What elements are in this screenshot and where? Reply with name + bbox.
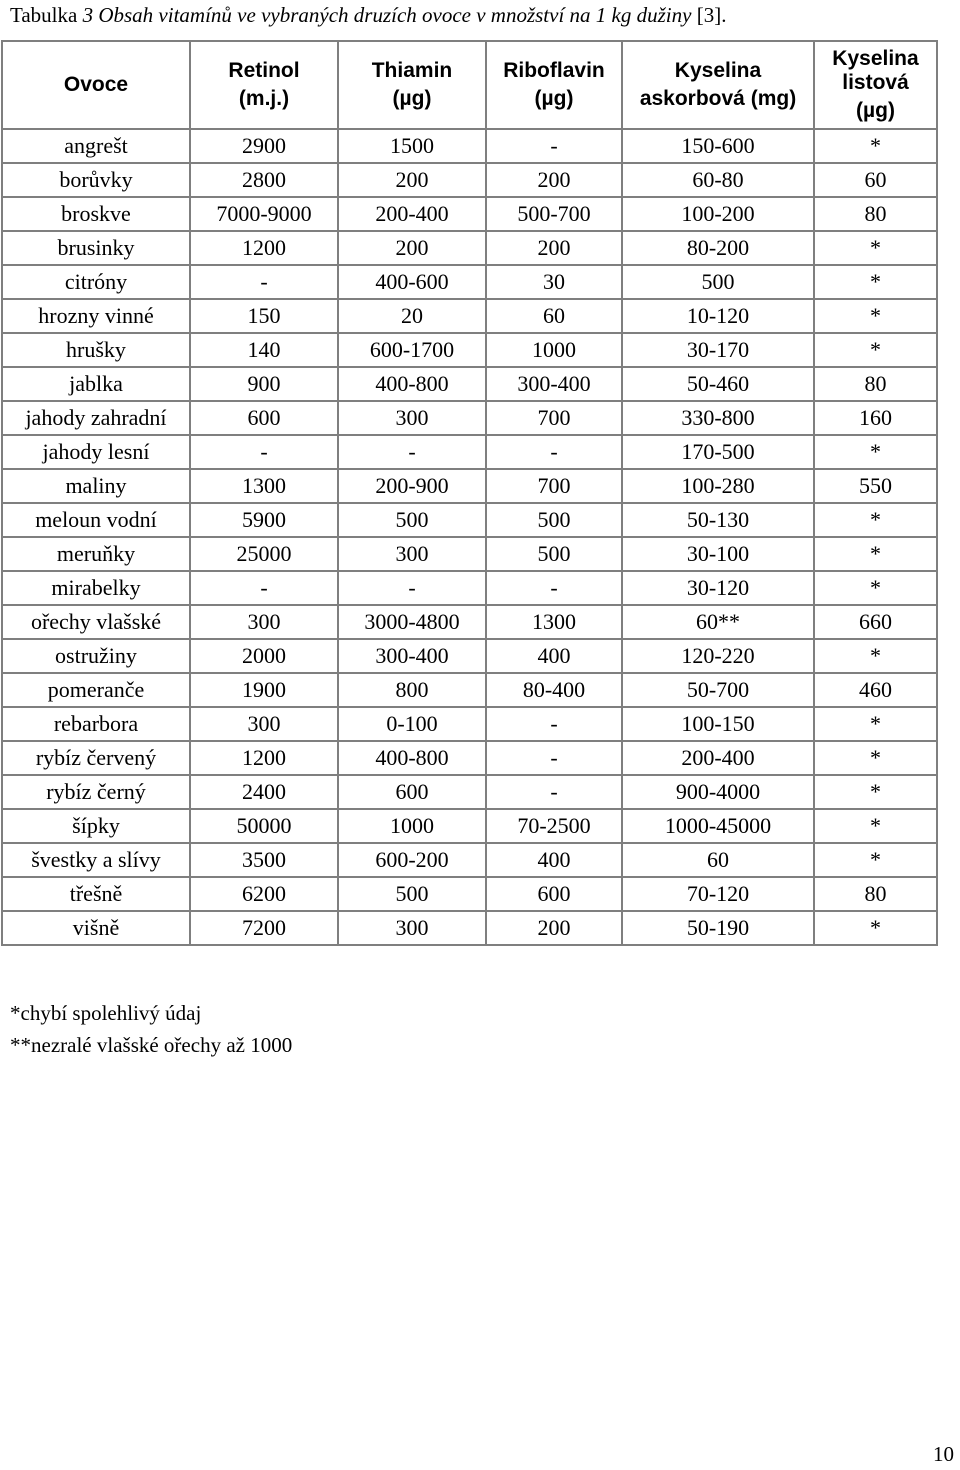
cell-ascorbic-acid: 30-120 — [622, 571, 814, 605]
table-header-row — [2, 41, 937, 129]
cell-fruit: pomeranče — [2, 673, 190, 707]
cell-riboflavin: 500 — [486, 503, 622, 537]
cell-thiamin: 200 — [338, 231, 486, 265]
cell-fruit: švestky a slívy — [2, 843, 190, 877]
cell-thiamin: 300-400 — [338, 639, 486, 673]
cell-fruit: rebarbora — [2, 707, 190, 741]
table-row — [2, 537, 937, 571]
cell-folic-acid: 160 — [814, 401, 937, 435]
cell-fruit: jahody zahradní — [2, 401, 190, 435]
cell-folic-acid: * — [814, 741, 937, 775]
cell-thiamin: 200-400 — [338, 197, 486, 231]
table-row — [2, 503, 937, 537]
table-row — [2, 707, 937, 741]
cell-folic-acid: 460 — [814, 673, 937, 707]
cell-folic-acid: * — [814, 333, 937, 367]
table-row — [2, 265, 937, 299]
cell-retinol: 50000 — [190, 809, 338, 843]
cell-ascorbic-acid: 50-700 — [622, 673, 814, 707]
cell-folic-acid: * — [814, 809, 937, 843]
cell-riboflavin: 1000 — [486, 333, 622, 367]
cell-ascorbic-acid: 30-170 — [622, 333, 814, 367]
cell-riboflavin: 400 — [486, 639, 622, 673]
cell-thiamin: 1500 — [338, 129, 486, 163]
table-row — [2, 197, 937, 231]
page-number: 10 — [933, 1442, 954, 1466]
table-row — [2, 401, 937, 435]
cell-thiamin: 200 — [338, 163, 486, 197]
cell-retinol: - — [190, 435, 338, 469]
header-kyselina-listova: Kyselina listová (µg) — [814, 41, 937, 129]
cell-retinol: 1200 — [190, 741, 338, 775]
cell-riboflavin: 80-400 — [486, 673, 622, 707]
cell-thiamin: 400-600 — [338, 265, 486, 299]
cell-fruit: meloun vodní — [2, 503, 190, 537]
cell-retinol: 2000 — [190, 639, 338, 673]
cell-riboflavin: - — [486, 435, 622, 469]
cell-folic-acid: * — [814, 435, 937, 469]
cell-ascorbic-acid: 170-500 — [622, 435, 814, 469]
cell-ascorbic-acid: 60 — [622, 843, 814, 877]
cell-retinol: 7000-9000 — [190, 197, 338, 231]
cell-fruit: broskve — [2, 197, 190, 231]
cell-thiamin: 500 — [338, 503, 486, 537]
vitamin-table — [1, 40, 938, 946]
cell-folic-acid: 550 — [814, 469, 937, 503]
cell-fruit: višně — [2, 911, 190, 945]
cell-fruit: ostružiny — [2, 639, 190, 673]
cell-folic-acid: * — [814, 231, 937, 265]
cell-fruit: hrozny vinné — [2, 299, 190, 333]
cell-riboflavin: 60 — [486, 299, 622, 333]
cell-retinol: 2800 — [190, 163, 338, 197]
table-row — [2, 673, 937, 707]
cell-thiamin: 200-900 — [338, 469, 486, 503]
cell-thiamin: 800 — [338, 673, 486, 707]
table-row — [2, 639, 937, 673]
table-row — [2, 877, 937, 911]
table-row — [2, 741, 937, 775]
cell-retinol: 5900 — [190, 503, 338, 537]
table-row — [2, 605, 937, 639]
cell-ascorbic-acid: 1000-45000 — [622, 809, 814, 843]
cell-folic-acid: 660 — [814, 605, 937, 639]
header-ovoce: Ovoce — [2, 41, 190, 129]
cell-thiamin: 600-200 — [338, 843, 486, 877]
cell-fruit: brusinky — [2, 231, 190, 265]
cell-ascorbic-acid: 100-150 — [622, 707, 814, 741]
table-row — [2, 231, 937, 265]
table-row — [2, 571, 937, 605]
cell-retinol: 1900 — [190, 673, 338, 707]
cell-thiamin: 400-800 — [338, 741, 486, 775]
cell-ascorbic-acid: 70-120 — [622, 877, 814, 911]
cell-thiamin: 600-1700 — [338, 333, 486, 367]
cell-ascorbic-acid: 150-600 — [622, 129, 814, 163]
cell-folic-acid: 80 — [814, 197, 937, 231]
cell-folic-acid: * — [814, 299, 937, 333]
cell-fruit: ořechy vlašské — [2, 605, 190, 639]
table-row — [2, 333, 937, 367]
table-row — [2, 163, 937, 197]
cell-fruit: rybíz červený — [2, 741, 190, 775]
table-row — [2, 367, 937, 401]
cell-thiamin: 600 — [338, 775, 486, 809]
cell-folic-acid: 80 — [814, 877, 937, 911]
cell-thiamin: 0-100 — [338, 707, 486, 741]
cell-folic-acid: * — [814, 911, 937, 945]
cell-thiamin: - — [338, 435, 486, 469]
cell-retinol: - — [190, 265, 338, 299]
header-riboflavin: Riboflavin (µg) — [486, 41, 622, 129]
cell-riboflavin: - — [486, 775, 622, 809]
caption-prefix: Tabulka — [10, 3, 83, 27]
cell-fruit: maliny — [2, 469, 190, 503]
cell-fruit: rybíz černý — [2, 775, 190, 809]
cell-ascorbic-acid: 330-800 — [622, 401, 814, 435]
footnote-unripe-walnuts: **nezralé vlašské ořechy až 1000 — [10, 1033, 293, 1057]
cell-folic-acid: 60 — [814, 163, 937, 197]
cell-ascorbic-acid: 100-280 — [622, 469, 814, 503]
cell-ascorbic-acid: 120-220 — [622, 639, 814, 673]
table-body — [2, 129, 937, 945]
cell-thiamin: 20 — [338, 299, 486, 333]
cell-folic-acid: * — [814, 571, 937, 605]
cell-thiamin: - — [338, 571, 486, 605]
cell-fruit: angrešt — [2, 129, 190, 163]
cell-fruit: šípky — [2, 809, 190, 843]
cell-riboflavin: 400 — [486, 843, 622, 877]
cell-riboflavin: 700 — [486, 401, 622, 435]
cell-ascorbic-acid: 900-4000 — [622, 775, 814, 809]
cell-ascorbic-acid: 60-80 — [622, 163, 814, 197]
cell-retinol: 600 — [190, 401, 338, 435]
cell-retinol: 7200 — [190, 911, 338, 945]
cell-retinol: 150 — [190, 299, 338, 333]
cell-riboflavin: - — [486, 741, 622, 775]
header-kyselina-askorbova: Kyselina askorbová (mg) — [622, 41, 814, 129]
caption-title: 3 Obsah vitamínů ve vybraných druzích ovoce v množství na 1 kg dužiny — [82, 3, 692, 27]
caption-reference: [3]. — [691, 3, 727, 27]
cell-retinol: 300 — [190, 707, 338, 741]
cell-riboflavin: 200 — [486, 231, 622, 265]
cell-ascorbic-acid: 30-100 — [622, 537, 814, 571]
cell-retinol: 140 — [190, 333, 338, 367]
cell-thiamin: 300 — [338, 911, 486, 945]
cell-riboflavin: 200 — [486, 911, 622, 945]
header-retinol: Retinol (m.j.) — [190, 41, 338, 129]
table-row — [2, 129, 937, 163]
cell-ascorbic-acid: 80-200 — [622, 231, 814, 265]
cell-retinol: 3500 — [190, 843, 338, 877]
cell-fruit: jahody lesní — [2, 435, 190, 469]
cell-riboflavin: 30 — [486, 265, 622, 299]
cell-fruit: hrušky — [2, 333, 190, 367]
cell-folic-acid: 80 — [814, 367, 937, 401]
table-row — [2, 809, 937, 843]
cell-riboflavin: 600 — [486, 877, 622, 911]
cell-folic-acid: * — [814, 707, 937, 741]
cell-riboflavin: 500 — [486, 537, 622, 571]
footnotes — [10, 997, 292, 1061]
table-row — [2, 435, 937, 469]
cell-thiamin: 300 — [338, 537, 486, 571]
cell-retinol: - — [190, 571, 338, 605]
cell-retinol: 2400 — [190, 775, 338, 809]
cell-riboflavin: - — [486, 707, 622, 741]
cell-folic-acid: * — [814, 537, 937, 571]
cell-riboflavin: 500-700 — [486, 197, 622, 231]
cell-riboflavin: 700 — [486, 469, 622, 503]
table-row — [2, 469, 937, 503]
cell-folic-acid: * — [814, 503, 937, 537]
table-caption — [10, 2, 726, 28]
cell-folic-acid: * — [814, 775, 937, 809]
cell-ascorbic-acid: 10-120 — [622, 299, 814, 333]
cell-retinol: 25000 — [190, 537, 338, 571]
footnote-unreliable: *chybí spolehlivý údaj — [10, 1001, 202, 1025]
cell-ascorbic-acid: 60** — [622, 605, 814, 639]
table-row — [2, 843, 937, 877]
table-row — [2, 911, 937, 945]
cell-fruit: třešně — [2, 877, 190, 911]
cell-retinol: 1200 — [190, 231, 338, 265]
cell-riboflavin: 1300 — [486, 605, 622, 639]
cell-thiamin: 1000 — [338, 809, 486, 843]
cell-fruit: jablka — [2, 367, 190, 401]
cell-thiamin: 3000-4800 — [338, 605, 486, 639]
cell-ascorbic-acid: 50-460 — [622, 367, 814, 401]
cell-retinol: 1300 — [190, 469, 338, 503]
cell-riboflavin: - — [486, 571, 622, 605]
cell-folic-acid: * — [814, 639, 937, 673]
cell-fruit: citróny — [2, 265, 190, 299]
cell-folic-acid: * — [814, 265, 937, 299]
table-row — [2, 775, 937, 809]
cell-ascorbic-acid: 500 — [622, 265, 814, 299]
header-thiamin: Thiamin (µg) — [338, 41, 486, 129]
cell-riboflavin: 70-2500 — [486, 809, 622, 843]
cell-thiamin: 500 — [338, 877, 486, 911]
cell-fruit: mirabelky — [2, 571, 190, 605]
cell-retinol: 300 — [190, 605, 338, 639]
cell-retinol: 900 — [190, 367, 338, 401]
cell-folic-acid: * — [814, 843, 937, 877]
table-row — [2, 299, 937, 333]
cell-folic-acid: * — [814, 129, 937, 163]
cell-thiamin: 400-800 — [338, 367, 486, 401]
cell-riboflavin: - — [486, 129, 622, 163]
cell-ascorbic-acid: 50-130 — [622, 503, 814, 537]
cell-ascorbic-acid: 200-400 — [622, 741, 814, 775]
cell-thiamin: 300 — [338, 401, 486, 435]
cell-riboflavin: 200 — [486, 163, 622, 197]
cell-riboflavin: 300-400 — [486, 367, 622, 401]
cell-fruit: meruňky — [2, 537, 190, 571]
cell-ascorbic-acid: 50-190 — [622, 911, 814, 945]
cell-retinol: 6200 — [190, 877, 338, 911]
cell-fruit: borůvky — [2, 163, 190, 197]
cell-ascorbic-acid: 100-200 — [622, 197, 814, 231]
cell-retinol: 2900 — [190, 129, 338, 163]
